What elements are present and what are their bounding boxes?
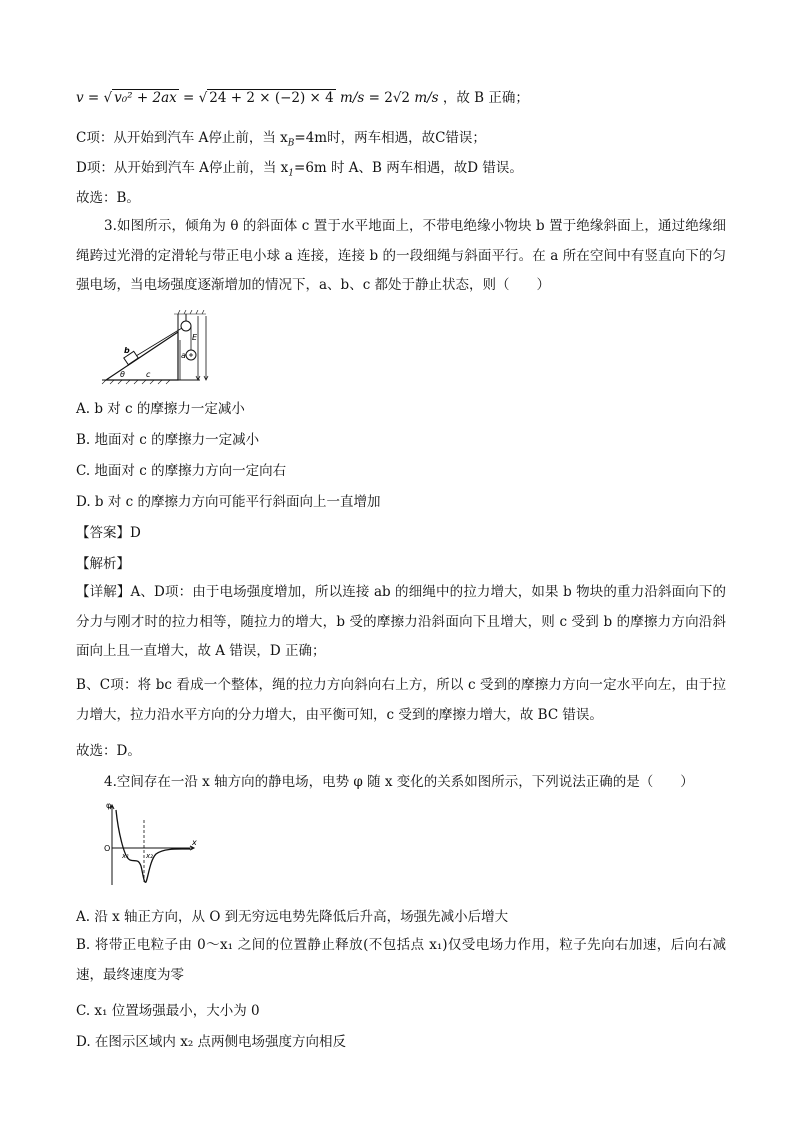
q3-label-E: E xyxy=(192,333,198,342)
q4-option-a: A. 沿 x 轴正方向，从 O 到无穷远电势先降低后升高，场强先减小后增大 xyxy=(76,909,509,925)
option-d-explanation xyxy=(76,156,523,179)
q3-label-b: b xyxy=(124,346,130,355)
option-c-explanation xyxy=(76,126,486,149)
c-tail: =4m时，两车相遇，故C错误； xyxy=(294,130,486,146)
q3-option-d: D. b 对 c 的摩擦力方向可能平行斜面向上一直增加 xyxy=(76,494,381,510)
q4-label-x2: x₂ xyxy=(146,852,153,860)
q4-label-x: x xyxy=(192,838,197,847)
q4-label-origin: O xyxy=(104,844,111,853)
q3-detail-2: B、C项：将 bc 看成一个整体，绳的拉力方向斜向右上方，所以 c 受到的摩擦力方向一定水平向左，由于拉力增大，拉力沿水平方向的分力增大，由平衡可知，c 受到的摩擦力增大，故 BC 错误。 xyxy=(76,677,726,723)
q3-figure xyxy=(100,310,220,385)
q4-stem: 4.空间存在一沿 x 轴方向的静电场，电势 φ 随 x 变化的关系如图所示，下列说法正确的是（ ） xyxy=(104,774,694,790)
q3-analysis-title: 【解析】 xyxy=(76,556,130,572)
d-tail: =6m 时 A、B 两车相遇，故D 错误。 xyxy=(294,160,523,176)
eq-equals-2: = 2√2 xyxy=(368,90,411,106)
q4-option-b: B. 将带正电粒子由 0～x₁ 之间的位置静止释放(不包括点 x₁)仅受电场力作用，粒子先向右加速，后向右减速，最终速度为零 xyxy=(76,937,726,983)
q3-label-c: c xyxy=(146,370,151,379)
q3-label-a: a xyxy=(181,351,186,360)
q3-answer: 【答案】D xyxy=(76,525,141,541)
eq-sqrt-1: v₀² + 2ax xyxy=(114,90,177,106)
eq-unit-1: m/s xyxy=(340,90,365,106)
q3-stem: 3.如图所示，倾角为 θ 的斜面体 c 置于水平地面上，不带电绝缘小物块 b 置于绝缘斜面上，通过绝缘细绳跨过光滑的定滑轮与带正电小球 a 连接，连接 b 的一段细绳与斜面平行。在 a 所在空间中有竖直向下的匀强电场，当电场强度逐渐增加的情况下，a、b、c 都处于静止状态，则（ ） xyxy=(76,218,726,293)
prev-choose: 故选：B。 xyxy=(76,190,140,206)
q3-option-c: C. 地面对 c 的摩擦力方向一定向右 xyxy=(76,463,287,479)
eq-v: v = xyxy=(76,90,100,106)
eq-tail: ，故 B 正确； xyxy=(442,90,529,106)
c-text: C项：从开始到汽车 A停止前，当 x xyxy=(76,130,288,146)
q3-choose: 故选：D。 xyxy=(76,743,141,759)
q3-option-a: A. b 对 c 的摩擦力一定减小 xyxy=(76,401,245,417)
equation-line: v = √ v₀² + 2ax = √ 24 + 2 × (−2) × 4 m/s = 2√2 m/s ，故 B 正确； xyxy=(76,90,529,106)
q3-detail: 【详解】A、D项：由于电场强度增加，所以连接 ab 的细绳中的拉力增大，如果 b 物块的重力沿斜面向下的分力与刚才时的拉力相等，随拉力的增大，b 受的摩擦力沿斜面向下且增大，则 c 受到 b 的摩擦力方向沿斜面向上且一直增大，故 A 错误，D 正确； xyxy=(76,584,726,659)
q4-label-phi: φ xyxy=(106,801,112,810)
q4-figure xyxy=(100,800,200,890)
q4-option-c: C. x₁ 位置场强最小，大小为 0 xyxy=(76,1003,260,1019)
d-sub: 1 xyxy=(288,168,295,179)
eq-sqrt-2: 24 + 2 × (−2) × 4 xyxy=(209,90,334,106)
eq-equals-1: = xyxy=(183,90,195,106)
q4-label-x1: x₁ xyxy=(122,852,129,860)
q4-option-d: D. 在图示区域内 x₂ 点两侧电场强度方向相反 xyxy=(76,1034,347,1050)
q3-label-theta: θ xyxy=(120,370,125,379)
d-text: D项：从开始到汽车 A停止前，当 x xyxy=(76,160,289,176)
eq-unit-2: m/s xyxy=(414,90,439,106)
q3-option-b: B. 地面对 c 的摩擦力一定减小 xyxy=(76,432,260,448)
c-sub: B xyxy=(287,138,295,149)
